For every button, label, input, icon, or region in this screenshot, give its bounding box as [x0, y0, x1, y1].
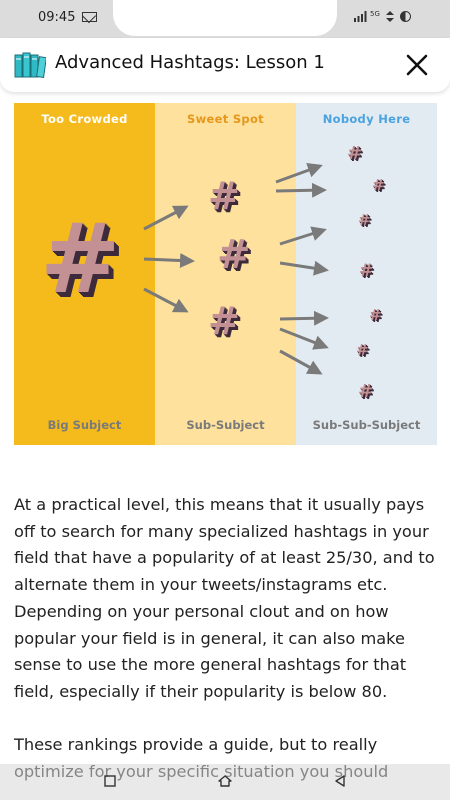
home-button[interactable] — [218, 772, 232, 791]
column-title: Too Crowded — [41, 112, 128, 126]
close-button[interactable] — [402, 50, 432, 80]
arrow — [276, 166, 320, 182]
status-bar — [0, 0, 450, 38]
hashtag-popularity-infographic — [14, 103, 437, 445]
app-header — [0, 38, 450, 92]
arrows-layer — [14, 103, 437, 445]
hashtag-medium: # — [217, 232, 251, 278]
back-button[interactable] — [334, 772, 346, 791]
lesson-article — [14, 492, 438, 786]
signal-icon — [354, 11, 368, 22]
arrow — [280, 230, 324, 244]
arrow — [144, 207, 186, 229]
recents-button[interactable] — [104, 772, 116, 791]
camera-notch — [113, 0, 337, 36]
hashtag-small: # — [359, 261, 374, 281]
hashtag-small: # — [369, 306, 382, 324]
column-footer: Big Subject — [47, 418, 122, 432]
hashtag-small: # — [347, 143, 363, 164]
column-footer: Sub-Sub-Subject — [312, 418, 421, 432]
column-footer: Sub-Subject — [186, 418, 265, 432]
page-title: Advanced Hashtags: Lesson 1 — [55, 52, 325, 73]
book-stack-icon — [14, 51, 46, 79]
close-icon — [402, 50, 432, 80]
column-title: Nobody Here — [322, 112, 411, 126]
arrow — [144, 259, 192, 261]
hashtag-small: # — [356, 341, 369, 359]
hashtag-small: # — [372, 176, 385, 194]
system-nav-bar — [0, 764, 450, 800]
back-icon — [334, 775, 346, 787]
network-type: 5G — [370, 10, 380, 18]
hashtag-medium: # — [208, 174, 240, 218]
hashtag-medium: # — [208, 299, 240, 343]
mail-icon — [82, 12, 97, 22]
article-paragraph: These rankings provide a guide, but to really — [14, 735, 378, 755]
arrow — [280, 329, 326, 347]
hashtag-large: # — [40, 203, 121, 315]
arrow — [144, 289, 186, 311]
arrow — [280, 263, 326, 270]
article-paragraph: At a practical level, this means that it usually pays off to search for many specialized hashtags in your field that have a popularity of at least 25/30, and to alternate them in your tweets/instagrams etc. Depending on your personal clout and on how popular your field is in general, it can also make sense to use the more general hashtags for that field, especially if their popularity is below 80. — [14, 495, 435, 701]
arrow — [280, 318, 326, 319]
data-icon — [386, 11, 394, 22]
arrow — [280, 351, 320, 373]
battery-icon — [400, 11, 411, 22]
hashtag-small: # — [358, 381, 374, 402]
hashtag-small: # — [358, 211, 371, 229]
arrow — [276, 190, 324, 191]
column-title: Sweet Spot — [187, 112, 264, 126]
status-time: 09:45 — [38, 10, 76, 25]
home-icon — [218, 775, 232, 787]
recents-icon — [104, 775, 116, 787]
